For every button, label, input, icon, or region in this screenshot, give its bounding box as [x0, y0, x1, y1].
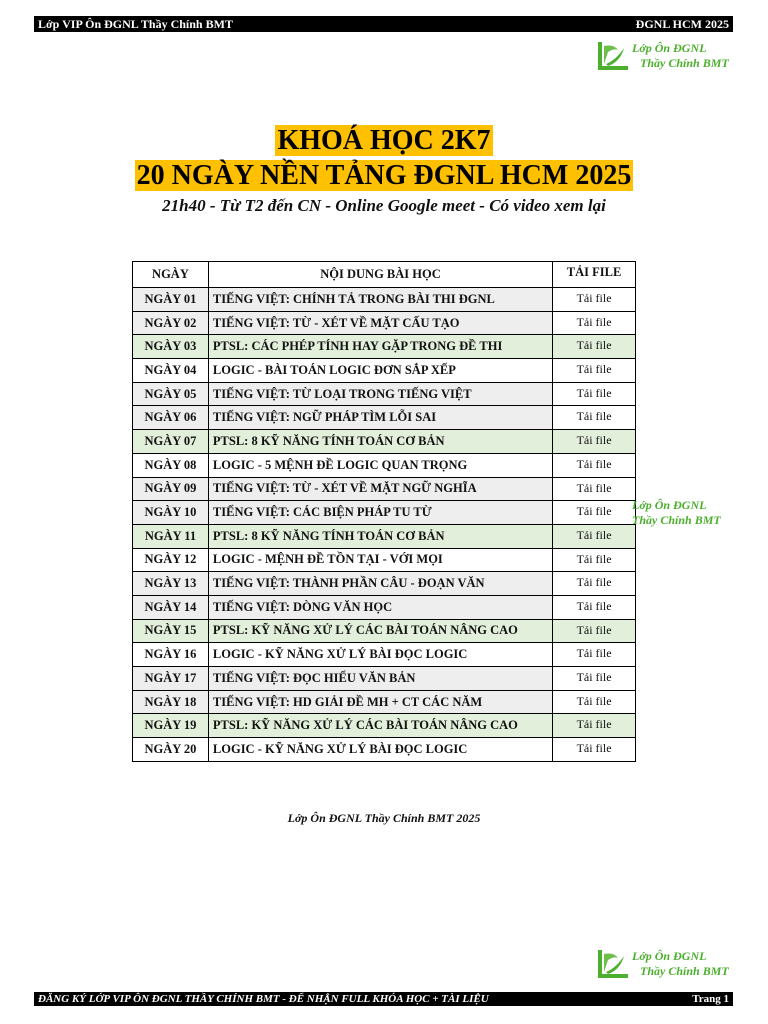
row-content: PTSL: CÁC PHÉP TÍNH HAY GẶP TRONG ĐỀ THI	[208, 335, 552, 359]
row-day: NGÀY 12	[133, 548, 209, 572]
logo-bottom	[596, 946, 729, 982]
download-file-link[interactable]: Tải file	[553, 572, 636, 596]
row-day: NGÀY 18	[133, 690, 209, 714]
download-file-link[interactable]: Tải file	[553, 595, 636, 619]
row-day: NGÀY 07	[133, 430, 209, 454]
table-row	[133, 738, 636, 762]
row-content: PTSL: 8 KỸ NĂNG TÍNH TOÁN CƠ BẢN	[208, 430, 552, 454]
download-file-link[interactable]: Tải file	[553, 430, 636, 454]
header-right-text: ĐGNL HCM 2025	[635, 16, 729, 31]
course-title-line1: KHOÁ HỌC 2K7	[277, 125, 491, 156]
download-file-link[interactable]: Tải file	[553, 288, 636, 312]
download-file-link[interactable]: Tải file	[553, 335, 636, 359]
row-day: NGÀY 11	[133, 524, 209, 548]
lesson-table	[132, 261, 636, 762]
table-row	[133, 714, 636, 738]
download-file-link[interactable]: Tải file	[553, 406, 636, 430]
download-file-link[interactable]: Tải file	[553, 382, 636, 406]
row-day: NGÀY 08	[133, 453, 209, 477]
table-row	[133, 382, 636, 406]
footer-left-text: ĐĂNG KÝ LỚP VIP ÔN ĐGNL THẦY CHÍNH BMT - ĐỂ NHẬN FULL KHÓA HỌC + TÀI LIỆU	[38, 993, 489, 1005]
logo-bottom-line1: Lớp Ôn ĐGNL	[632, 949, 707, 963]
row-day: NGÀY 02	[133, 311, 209, 335]
row-day: NGÀY 03	[133, 335, 209, 359]
row-content: TIẾNG VIỆT: CHÍNH TẢ TRONG BÀI THI ĐGNL	[208, 288, 552, 312]
page-number: Trang 1	[692, 993, 729, 1005]
logo-line2: Thầy Chính BMT	[640, 56, 729, 70]
row-day: NGÀY 04	[133, 359, 209, 383]
table-row	[133, 406, 636, 430]
download-file-link[interactable]: Tải file	[553, 619, 636, 643]
download-file-link[interactable]: Tải file	[553, 690, 636, 714]
row-content: TIẾNG VIỆT: TỪ - XÉT VỀ MẶT NGỮ NGHĨA	[208, 477, 552, 501]
download-file-link[interactable]: Tải file	[553, 548, 636, 572]
book-leaf-icon	[596, 38, 630, 74]
table-row	[133, 335, 636, 359]
table-row	[133, 477, 636, 501]
table-row	[133, 667, 636, 691]
table-row	[133, 690, 636, 714]
download-file-link[interactable]: Tải file	[553, 714, 636, 738]
row-content: TIẾNG VIỆT: NGỮ PHÁP TÌM LỖI SAI	[208, 406, 552, 430]
row-content: LOGIC - KỸ NĂNG XỬ LÝ BÀI ĐỌC LOGIC	[208, 643, 552, 667]
page-header-bar	[34, 16, 733, 32]
row-content: LOGIC - KỸ NĂNG XỬ LÝ BÀI ĐỌC LOGIC	[208, 738, 552, 762]
row-content: TIẾNG VIỆT: THÀNH PHẦN CÂU - ĐOẠN VĂN	[208, 572, 552, 596]
download-file-link[interactable]: Tải file	[553, 311, 636, 335]
row-content: PTSL: KỸ NĂNG XỬ LÝ CÁC BÀI TOÁN NÂNG CAO	[208, 714, 552, 738]
row-content: LOGIC - 5 MỆNH ĐỀ LOGIC QUAN TRỌNG	[208, 453, 552, 477]
table-row	[133, 501, 636, 525]
table-row	[133, 288, 636, 312]
row-day: NGÀY 01	[133, 288, 209, 312]
download-file-link[interactable]: Tải file	[553, 501, 636, 525]
row-content: TIẾNG VIỆT: ĐỌC HIỂU VĂN BẢN	[208, 667, 552, 691]
book-leaf-icon	[596, 946, 630, 982]
table-row	[133, 524, 636, 548]
logo-watermark	[628, 498, 738, 528]
page-footer-bar	[34, 992, 733, 1006]
row-day: NGÀY 17	[133, 667, 209, 691]
course-subtitle: 21h40 - Từ T2 đến CN - Online Google meet - Có video xem lại	[162, 196, 606, 215]
row-content: TIẾNG VIỆT: DÒNG VĂN HỌC	[208, 595, 552, 619]
table-row	[133, 311, 636, 335]
row-day: NGÀY 13	[133, 572, 209, 596]
logo-line1: Lớp Ôn ĐGNL	[632, 41, 707, 55]
watermark-line2: Thầy Chính BMT	[632, 513, 721, 527]
row-day: NGÀY 14	[133, 595, 209, 619]
course-title-2	[0, 160, 768, 192]
row-content: PTSL: 8 KỸ NĂNG TÍNH TOÁN CƠ BẢN	[208, 524, 552, 548]
course-title-line2: 20 NGÀY NỀN TẢNG ĐGNL HCM 2025	[136, 160, 632, 191]
download-file-link[interactable]: Tải file	[553, 667, 636, 691]
row-content: LOGIC - MỆNH ĐỀ TỒN TẠI - VỚI MỌI	[208, 548, 552, 572]
download-file-link[interactable]: Tải file	[553, 738, 636, 762]
header-left-text: Lớp VIP Ôn ĐGNL Thầy Chính BMT	[38, 16, 233, 31]
table-row	[133, 643, 636, 667]
table-row	[133, 595, 636, 619]
row-content: TIẾNG VIỆT: CÁC BIỆN PHÁP TU TỪ	[208, 501, 552, 525]
table-row	[133, 572, 636, 596]
logo-bottom-line2: Thầy Chính BMT	[640, 964, 729, 978]
table-row	[133, 430, 636, 454]
row-day: NGÀY 06	[133, 406, 209, 430]
download-file-link[interactable]: Tải file	[553, 477, 636, 501]
row-day: NGÀY 20	[133, 738, 209, 762]
table-row	[133, 453, 636, 477]
table-header-row	[133, 262, 636, 288]
row-day: NGÀY 19	[133, 714, 209, 738]
download-file-link[interactable]: Tải file	[553, 643, 636, 667]
course-title	[0, 125, 768, 157]
table-row	[133, 548, 636, 572]
watermark-line1: Lớp Ôn ĐGNL	[632, 498, 707, 512]
row-day: NGÀY 15	[133, 619, 209, 643]
row-day: NGÀY 05	[133, 382, 209, 406]
row-content: TIẾNG VIỆT: TỪ LOẠI TRONG TIẾNG VIỆT	[208, 382, 552, 406]
footer-note: Lớp Ôn ĐGNL Thầy Chính BMT 2025	[287, 811, 481, 825]
table-row	[133, 619, 636, 643]
logo-top	[596, 38, 729, 74]
download-file-link[interactable]: Tải file	[553, 453, 636, 477]
header-day: NGÀY	[133, 262, 209, 288]
row-content: PTSL: KỸ NĂNG XỬ LÝ CÁC BÀI TOÁN NÂNG CAO	[208, 619, 552, 643]
download-file-link[interactable]: Tải file	[553, 524, 636, 548]
header-file: TẢI FILE	[553, 262, 636, 288]
row-day: NGÀY 09	[133, 477, 209, 501]
row-content: TIẾNG VIỆT: TỪ - XÉT VỀ MẶT CẤU TẠO	[208, 311, 552, 335]
header-content: NỘI DUNG BÀI HỌC	[208, 262, 552, 288]
download-file-link[interactable]: Tải file	[553, 359, 636, 383]
row-content: TIẾNG VIỆT: HD GIẢI ĐỀ MH + CT CÁC NĂM	[208, 690, 552, 714]
row-content: LOGIC - BÀI TOÁN LOGIC ĐƠN SẮP XẾP	[208, 359, 552, 383]
row-day: NGÀY 16	[133, 643, 209, 667]
table-row	[133, 359, 636, 383]
row-day: NGÀY 10	[133, 501, 209, 525]
